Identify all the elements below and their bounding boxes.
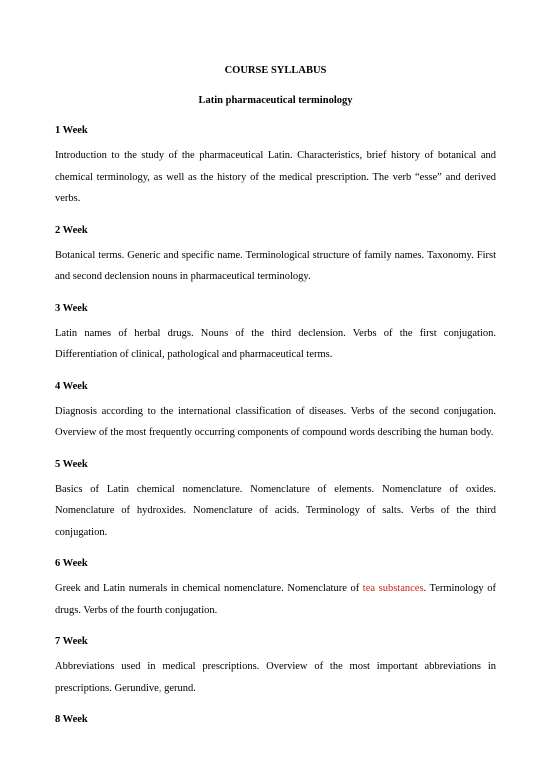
week-1-heading: 1 Week [55, 125, 88, 136]
week-8-heading: 8 Week [55, 714, 88, 725]
week-5-description: Basics of Latin chemical nomenclature. Nomenclature of elements. Nomenclature of oxides. Nomenclature of hydroxides. Nomenclature of acids. Terminology of salts. Verbs of the third conjugation. [55, 483, 496, 538]
week-6-text-start: Greek and Latin numerals in chemical nomenclature. Nomenclature of [55, 583, 363, 594]
week-6-highlighted-term: tea substances [362, 583, 424, 594]
week-6-description [55, 578, 496, 621]
week-1-description: Introduction to the study of the pharmaceutical Latin. Characteristics, brief history of botanical and chemical terminology, as well as the history of the medical prescription. The verb “esse” and derived verbs. [55, 150, 496, 204]
week-2-description: Botanical terms. Generic and specific name. Terminological structure of family names. Taxonomy. First and second declension nouns in pharmaceutical terminology. [55, 249, 496, 282]
week-5-heading: 5 Week [55, 458, 88, 470]
week-3-description: Latin names of herbal drugs. Nouns of the third declension. Verbs of the first conjugation. Differentiation of clinical, pathological and pharmaceutical terms. [55, 327, 496, 360]
week-4-description: Diagnosis according to the international classification of diseases. Verbs of the second conjugation. Overview of the most frequently occurring components of compound words describing the human body. [55, 405, 496, 438]
week-7-text-end: gerund. [161, 682, 196, 694]
syllabus-content [55, 64, 496, 727]
week-2-heading: 2 Week [55, 224, 88, 236]
week-3-heading: 3 Week [55, 302, 88, 314]
course-subtitle: Latin pharmaceutical terminology [198, 95, 353, 106]
week-7-heading: 7 Week [55, 636, 88, 647]
week-7-text-start: Abbreviations used in medical prescriptions. Overview of the most important abbreviations in prescriptions. Gerundive [55, 661, 496, 694]
week-4-heading: 4 Week [55, 380, 88, 392]
document-title: COURSE SYLLABUS [224, 65, 327, 76]
week-7-highlighted-mark: , [158, 682, 162, 694]
week-6-heading: 6 Week [55, 558, 88, 569]
week-7-description [55, 656, 496, 699]
week-6-text-end: . Terminology of drugs. Verbs of the fourth conjugation. [55, 583, 496, 616]
